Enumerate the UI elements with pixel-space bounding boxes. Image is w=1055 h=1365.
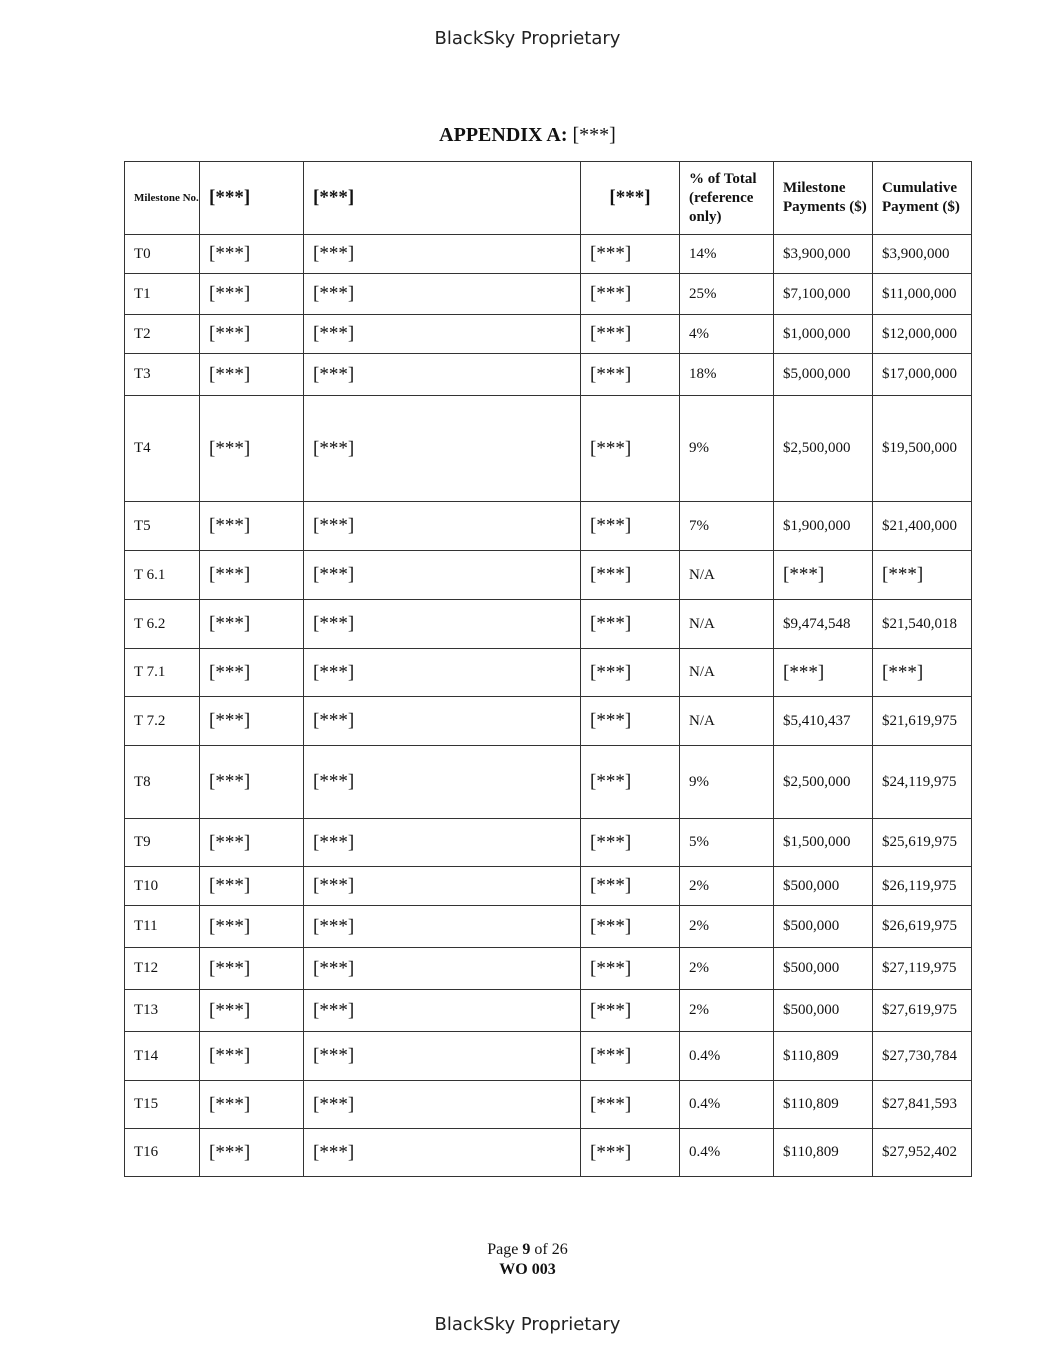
pct-cell: 7% (680, 502, 774, 551)
payment-cell: [***] (774, 649, 873, 697)
redacted-cell: [***] (200, 906, 304, 948)
cumulative-cell: $21,540,018 (873, 600, 972, 649)
table-row (125, 990, 972, 1032)
table-row (125, 1129, 972, 1177)
table-row (125, 948, 972, 990)
redacted-cell: [***] (581, 1032, 680, 1081)
payment-cell: $500,000 (774, 990, 873, 1032)
redacted-cell: [***] (304, 1032, 581, 1081)
milestone-no-cell: T13 (125, 990, 200, 1032)
appendix-title-redacted: [***] (572, 124, 616, 146)
redacted-cell: [***] (581, 274, 680, 315)
cumulative-cell: $27,841,593 (873, 1081, 972, 1129)
page-header: BlackSky Proprietary (434, 28, 621, 49)
milestone-no-cell: T12 (125, 948, 200, 990)
table-row (125, 502, 972, 551)
redacted-cell: [***] (581, 746, 680, 819)
redacted-cell: [***] (304, 551, 581, 600)
header-milestone-payments: Milestone Payments ($) (774, 162, 873, 235)
milestone-no-cell: T9 (125, 819, 200, 867)
cumulative-cell: $27,730,784 (873, 1032, 972, 1081)
cumulative-cell: $19,500,000 (873, 396, 972, 502)
payment-cell: $110,809 (774, 1129, 873, 1177)
pct-cell: 14% (680, 235, 774, 274)
redacted-cell: [***] (581, 906, 680, 948)
table-row (125, 649, 972, 697)
cumulative-cell: $27,619,975 (873, 990, 972, 1032)
redacted-cell: [***] (200, 867, 304, 906)
redacted-cell: [***] (304, 396, 581, 502)
redacted-cell: [***] (200, 551, 304, 600)
cumulative-cell: [***] (873, 551, 972, 600)
redacted-cell: [***] (304, 600, 581, 649)
payment-cell: $2,500,000 (774, 396, 873, 502)
redacted-cell: [***] (304, 697, 581, 746)
cumulative-cell: $24,119,975 (873, 746, 972, 819)
appendix-title-label: APPENDIX A: (439, 124, 568, 146)
redacted-cell: [***] (200, 274, 304, 315)
redacted-cell: [***] (200, 502, 304, 551)
redacted-cell: [***] (581, 600, 680, 649)
payment-cell: $5,000,000 (774, 354, 873, 396)
milestone-no-cell: T 6.1 (125, 551, 200, 600)
payment-cell: $9,474,548 (774, 600, 873, 649)
payment-cell: $1,000,000 (774, 315, 873, 354)
milestone-no-cell: T15 (125, 1081, 200, 1129)
redacted-cell: [***] (200, 990, 304, 1032)
redacted-cell: [***] (200, 819, 304, 867)
redacted-cell: [***] (200, 315, 304, 354)
redacted-cell: [***] (200, 235, 304, 274)
pct-cell: 2% (680, 906, 774, 948)
table-row (125, 315, 972, 354)
cumulative-cell: $26,619,975 (873, 906, 972, 948)
redacted-cell: [***] (304, 274, 581, 315)
appendix-title (0, 124, 1055, 147)
redacted-cell: [***] (304, 502, 581, 551)
cumulative-cell: $27,119,975 (873, 948, 972, 990)
table-row (125, 906, 972, 948)
pct-cell: 5% (680, 819, 774, 867)
redacted-cell: [***] (304, 867, 581, 906)
pct-cell: 2% (680, 990, 774, 1032)
redacted-cell: [***] (304, 906, 581, 948)
milestone-no-cell: T10 (125, 867, 200, 906)
table-header-row (125, 162, 972, 235)
table-row (125, 235, 972, 274)
redacted-cell: [***] (200, 697, 304, 746)
table-row (125, 600, 972, 649)
pct-cell: N/A (680, 551, 774, 600)
pct-cell: 4% (680, 315, 774, 354)
payment-cell: $3,900,000 (774, 235, 873, 274)
pct-cell: 9% (680, 396, 774, 502)
payment-cell: $7,100,000 (774, 274, 873, 315)
redacted-cell: [***] (581, 396, 680, 502)
payment-cell: $2,500,000 (774, 746, 873, 819)
redacted-cell: [***] (581, 551, 680, 600)
cumulative-cell: [***] (873, 649, 972, 697)
header-col-2: [***] (200, 162, 304, 235)
redacted-cell: [***] (200, 649, 304, 697)
payment-cell: $1,500,000 (774, 819, 873, 867)
page-footer: BlackSky Proprietary (434, 1314, 621, 1335)
redacted-cell: [***] (200, 948, 304, 990)
cumulative-cell: $12,000,000 (873, 315, 972, 354)
pct-cell: 0.4% (680, 1081, 774, 1129)
pct-cell: 2% (680, 867, 774, 906)
table-row (125, 1081, 972, 1129)
redacted-cell: [***] (200, 1032, 304, 1081)
header-col-3: [***] (304, 162, 581, 235)
payment-cell: $500,000 (774, 867, 873, 906)
redacted-cell: [***] (200, 396, 304, 502)
milestone-no-cell: T 7.1 (125, 649, 200, 697)
payment-cell: [***] (774, 551, 873, 600)
redacted-cell: [***] (200, 1129, 304, 1177)
table-row (125, 274, 972, 315)
cumulative-cell: $11,000,000 (873, 274, 972, 315)
redacted-cell: [***] (200, 1081, 304, 1129)
pct-cell: 2% (680, 948, 774, 990)
redacted-cell: [***] (581, 315, 680, 354)
payment-cell: $110,809 (774, 1032, 873, 1081)
header-cumulative-payment: Cumulative Payment ($) (873, 162, 972, 235)
redacted-cell: [***] (304, 990, 581, 1032)
header-pct-of-total: % of Total (reference only) (680, 162, 774, 235)
payment-cell: $5,410,437 (774, 697, 873, 746)
milestone-no-cell: T5 (125, 502, 200, 551)
redacted-cell: [***] (581, 1129, 680, 1177)
redacted-cell: [***] (200, 600, 304, 649)
cumulative-cell: $26,119,975 (873, 867, 972, 906)
redacted-cell: [***] (581, 948, 680, 990)
milestone-no-cell: T14 (125, 1032, 200, 1081)
payment-cell: $500,000 (774, 948, 873, 990)
cumulative-cell: $25,619,975 (873, 819, 972, 867)
cumulative-cell: $21,619,975 (873, 697, 972, 746)
redacted-cell: [***] (304, 1129, 581, 1177)
pct-cell: 0.4% (680, 1032, 774, 1081)
milestone-table (124, 161, 972, 1177)
pct-cell: N/A (680, 697, 774, 746)
redacted-cell: [***] (200, 354, 304, 396)
pct-cell: 0.4% (680, 1129, 774, 1177)
redacted-cell: [***] (304, 819, 581, 867)
redacted-cell: [***] (304, 1081, 581, 1129)
page-number: Page 9 of 26 (487, 1241, 568, 1258)
milestone-no-cell: T 7.2 (125, 697, 200, 746)
milestone-no-cell: T 6.2 (125, 600, 200, 649)
cumulative-cell: $17,000,000 (873, 354, 972, 396)
redacted-cell: [***] (581, 502, 680, 551)
redacted-cell: [***] (581, 354, 680, 396)
cumulative-cell: $21,400,000 (873, 502, 972, 551)
payment-cell: $500,000 (774, 906, 873, 948)
header-col-4: [***] (581, 162, 680, 235)
redacted-cell: [***] (581, 697, 680, 746)
milestone-no-cell: T1 (125, 274, 200, 315)
redacted-cell: [***] (581, 819, 680, 867)
pct-cell: 18% (680, 354, 774, 396)
redacted-cell: [***] (304, 354, 581, 396)
table-row (125, 551, 972, 600)
milestone-no-cell: T11 (125, 906, 200, 948)
pct-cell: 25% (680, 274, 774, 315)
pct-cell: 9% (680, 746, 774, 819)
milestone-no-cell: T2 (125, 315, 200, 354)
redacted-cell: [***] (581, 235, 680, 274)
redacted-cell: [***] (581, 649, 680, 697)
table-row (125, 867, 972, 906)
document-id: WO 003 (499, 1261, 556, 1278)
table-row (125, 819, 972, 867)
pct-cell: N/A (680, 649, 774, 697)
redacted-cell: [***] (304, 746, 581, 819)
redacted-cell: [***] (581, 867, 680, 906)
page-number-block (0, 1240, 1055, 1280)
table-row (125, 354, 972, 396)
redacted-cell: [***] (304, 948, 581, 990)
table-row (125, 697, 972, 746)
cumulative-cell: $27,952,402 (873, 1129, 972, 1177)
redacted-cell: [***] (200, 746, 304, 819)
header-milestone-no: Milestone No. (125, 162, 200, 235)
milestone-no-cell: T8 (125, 746, 200, 819)
table-row (125, 1032, 972, 1081)
redacted-cell: [***] (581, 990, 680, 1032)
payment-cell: $1,900,000 (774, 502, 873, 551)
milestone-no-cell: T3 (125, 354, 200, 396)
milestone-no-cell: T16 (125, 1129, 200, 1177)
redacted-cell: [***] (304, 315, 581, 354)
redacted-cell: [***] (581, 1081, 680, 1129)
pct-cell: N/A (680, 600, 774, 649)
payment-cell: $110,809 (774, 1081, 873, 1129)
table-row (125, 396, 972, 502)
cumulative-cell: $3,900,000 (873, 235, 972, 274)
milestone-no-cell: T4 (125, 396, 200, 502)
redacted-cell: [***] (304, 649, 581, 697)
table-row (125, 746, 972, 819)
milestone-no-cell: T0 (125, 235, 200, 274)
redacted-cell: [***] (304, 235, 581, 274)
